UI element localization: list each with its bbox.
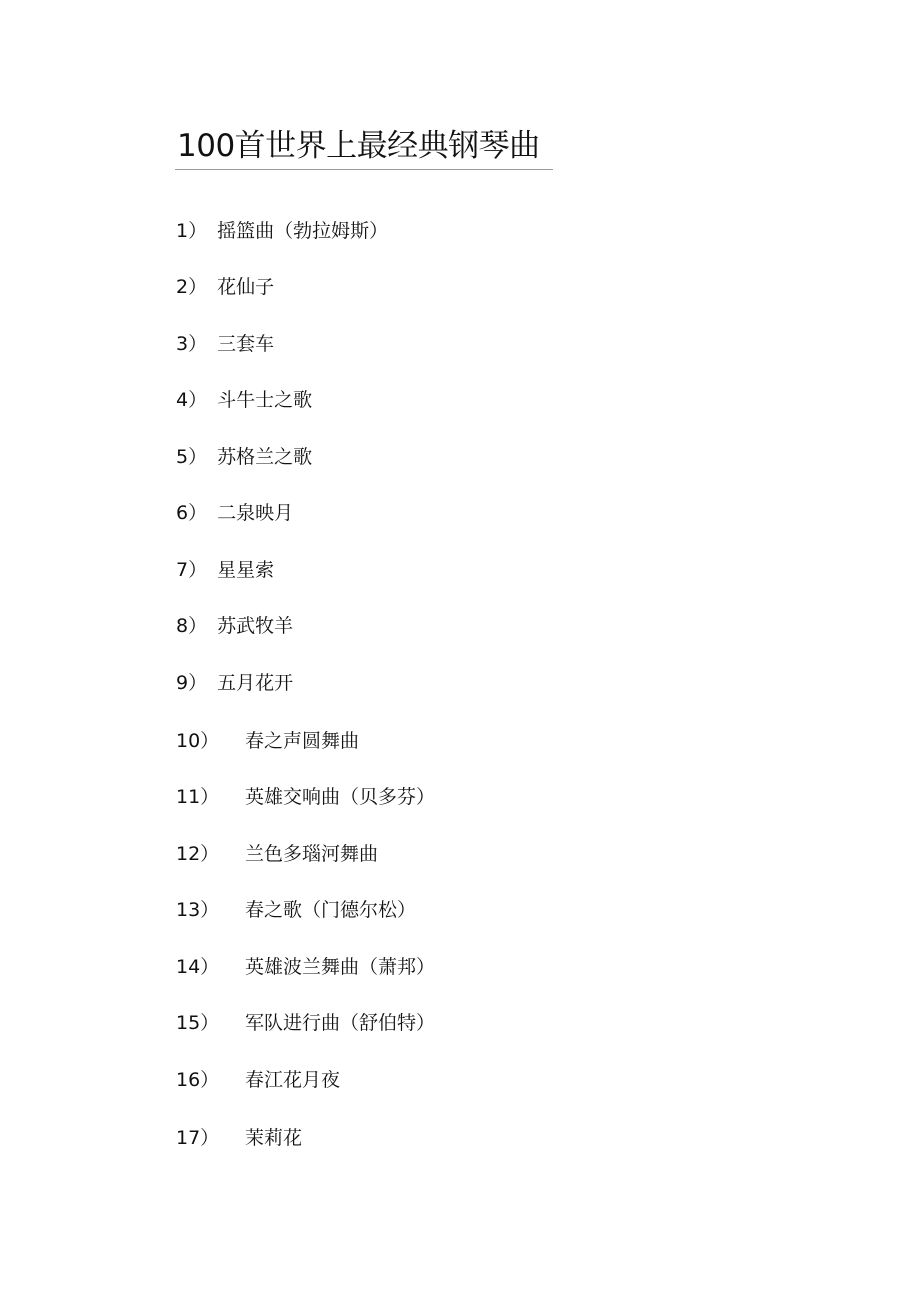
item-name: 春江花月夜 (245, 1069, 341, 1091)
list-item (176, 556, 274, 584)
item-number: 2） (176, 276, 208, 298)
list-item (176, 1066, 340, 1094)
item-number: 17） (176, 1127, 220, 1149)
list-item (176, 217, 388, 245)
item-number: 5） (176, 446, 208, 468)
title-underline (175, 169, 553, 170)
item-name: 苏武牧羊 (217, 615, 294, 637)
list-item (176, 669, 293, 697)
item-name: 春之歌（门德尔松） (245, 899, 417, 921)
item-name: 茉莉花 (245, 1127, 303, 1149)
item-name: 斗牛士之歌 (217, 389, 313, 411)
item-number: 7） (176, 559, 208, 581)
item-number: 9） (176, 672, 208, 694)
item-number: 16） (176, 1069, 220, 1091)
item-number: 1） (176, 220, 208, 242)
item-name: 军队进行曲（舒伯特） (245, 1012, 436, 1034)
list-item (176, 499, 293, 527)
item-number: 10） (176, 730, 220, 752)
item-name: 英雄交响曲（贝多芬） (245, 786, 436, 808)
item-number: 14） (176, 956, 220, 978)
item-name: 五月花开 (217, 672, 294, 694)
item-number: 3） (176, 333, 208, 355)
item-number: 11） (176, 786, 220, 808)
list-item (176, 727, 359, 755)
item-name: 摇篮曲（勃拉姆斯） (217, 220, 389, 242)
list-item (176, 443, 312, 471)
item-name: 苏格兰之歌 (217, 446, 313, 468)
page-title: 100首世界上最经典钢琴曲 (177, 128, 540, 164)
list-item (176, 386, 312, 414)
item-name: 三套车 (217, 333, 275, 355)
list-item (176, 1009, 435, 1037)
item-number: 4） (176, 389, 208, 411)
item-number: 8） (176, 615, 208, 637)
item-name: 春之声圆舞曲 (245, 730, 360, 752)
item-number: 15） (176, 1012, 220, 1034)
list-item (176, 330, 274, 358)
list-item (176, 783, 435, 811)
item-name: 英雄波兰舞曲（萧邦） (245, 956, 436, 978)
list-item (176, 273, 274, 301)
item-number: 13） (176, 899, 220, 921)
item-name: 兰色多瑙河舞曲 (245, 843, 379, 865)
item-number: 12） (176, 843, 220, 865)
item-name: 二泉映月 (217, 502, 294, 524)
item-name: 花仙子 (217, 276, 275, 298)
list-item (176, 612, 293, 640)
list-item (176, 953, 435, 981)
list-item (176, 840, 378, 868)
item-number: 6） (176, 502, 208, 524)
list-item (176, 1124, 302, 1152)
item-name: 星星索 (217, 559, 275, 581)
list-item (176, 896, 416, 924)
